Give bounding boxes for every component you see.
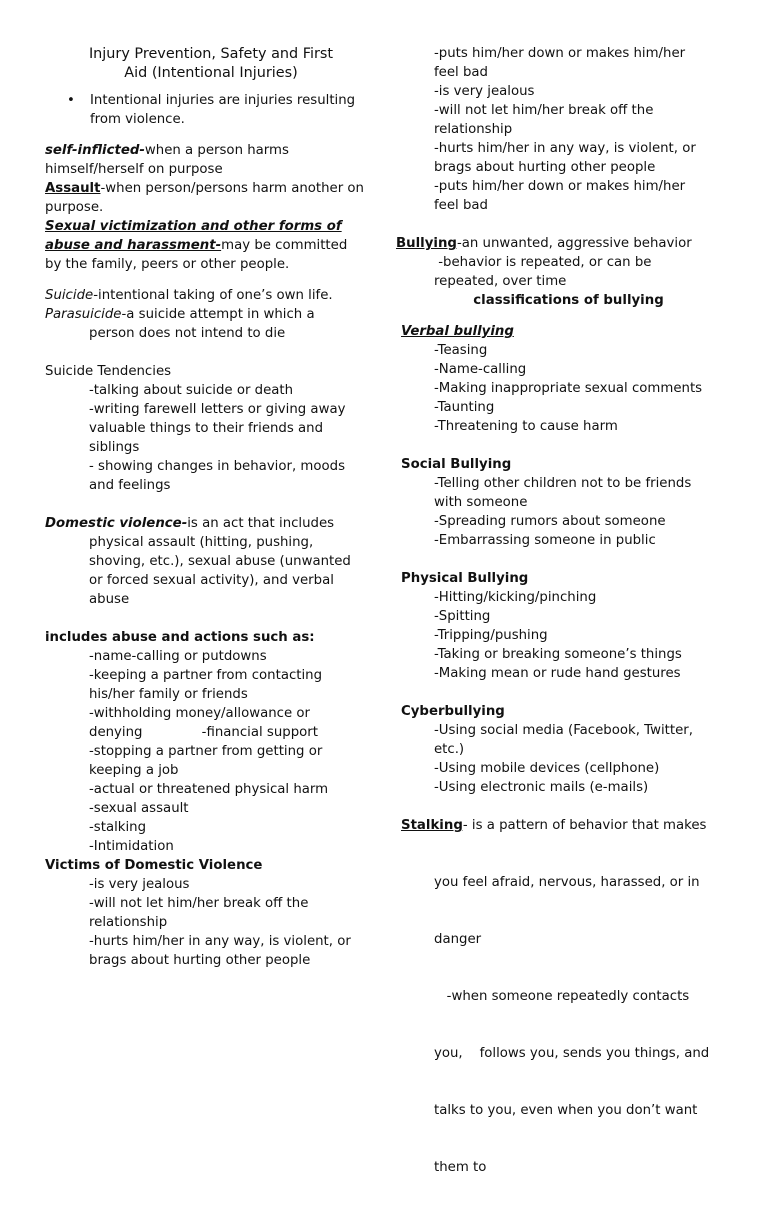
cyberbullying-heading: Cyberbullying [401,704,505,719]
victims-list [45,875,377,970]
list-item: -name-calling or putdowns [89,649,267,664]
list-item: feel bad [434,65,488,80]
list-item: danger [434,932,482,947]
self-inflicted-term: self-inflicted- [45,143,145,158]
suicide-tendencies-list [45,381,377,495]
list-item: talks to you, even when you don’t want [434,1103,698,1118]
assault-def-1: -when person/persons harm another on [100,181,364,196]
list-item: his/her family or friends [89,687,248,702]
suicide-term: Suicide [45,288,94,303]
physical-bullying-heading: Physical Bullying [401,571,529,586]
list-item: brags about hurting other people [89,953,311,968]
list-item: denying -financial support [89,725,318,740]
self-inflicted-def-1: when a person harms [144,143,289,158]
victims-heading: Victims of Domestic Violence [45,858,263,873]
suicide-tendencies-heading: Suicide Tendencies [45,364,172,379]
list-item: -Threatening to cause harm [434,419,618,434]
parasuicide-term: Parasuicide [45,307,122,322]
stalking-def-1: - is a pattern of behavior that makes [462,818,707,833]
parasuicide-paragraph [45,305,377,324]
list-item: -Teasing [434,343,488,358]
list-item: -Using electronic mails (e-mails) [434,780,649,795]
list-item: -actual or threatened physical harm [89,782,329,797]
list-item: with someone [434,495,528,510]
domestic-violence-def [45,533,377,609]
list-item: -Embarrassing someone in public [434,533,656,548]
list-item: relationship [434,122,513,137]
list-item: -Making mean or rude hand gestures [434,666,681,681]
list-item: -will not let him/her break off the [434,103,654,118]
social-bullying-list [396,474,741,550]
domestic-violence-def-1: is an act that includes [187,516,335,531]
bullying-def-3: repeated, over time [434,274,567,289]
list-item: keeping a job [89,763,179,778]
list-item: -stopping a partner from getting or [89,744,323,759]
list-item: -Taunting [434,400,495,415]
sexual-def-2: by the family, peers or other people. [45,257,290,272]
list-item: -puts him/her down or makes him/her [434,46,686,61]
list-item: -sexual assault [89,801,189,816]
page-title [45,45,377,83]
list-item: you, follows you, sends you things, and [434,1046,710,1061]
self-inflicted-def-2: himself/herself on purpose [45,162,223,177]
list-item: brags about hurting other people [434,160,656,175]
bullet-icon: • [67,93,75,108]
list-item: abuse [89,592,130,607]
list-item: -stalking [89,820,147,835]
list-item: -talking about suicide or death [89,383,294,398]
list-item: - showing changes in behavior, moods [89,459,346,474]
list-item: and feelings [89,478,171,493]
includes-list [45,647,377,856]
left-column [45,0,377,970]
list-item: -puts him/her down or makes him/her [434,179,686,194]
title-line-2: Aid (Intentional Injuries) [124,65,298,81]
list-item: -keeping a partner from contacting [89,668,323,683]
right-column [396,0,741,1215]
intro-text [90,91,355,129]
self-inflicted-paragraph [45,141,377,179]
intro-bullet [67,91,377,129]
list-item: -Telling other children not to be friends [434,476,692,491]
list-item: you feel afraid, nervous, harassed, or in [434,875,700,890]
list-item: siblings [89,440,140,455]
list-item: -hurts him/her in any way, is violent, or [434,141,696,156]
includes-heading: includes abuse and actions such as: [45,630,315,645]
list-item: -Intimidation [89,839,174,854]
list-item: -is very jealous [89,877,190,892]
domestic-violence-term: Domestic violence- [45,516,188,531]
sexual-term-1: Sexual victimization and other forms of [45,219,342,234]
list-item: -hurts him/her in any way, is violent, or [89,934,351,949]
list-item: etc.) [434,742,465,757]
intro-line-1: Intentional injuries are injuries resulting [90,93,356,108]
bullying-paragraph [396,234,741,253]
list-item: -Using social media (Facebook, Twitter, [434,723,693,738]
list-item: -Hitting/kicking/pinching [434,590,597,605]
cyberbullying-list [396,721,741,797]
list-item: -Spitting [434,609,491,624]
physical-bullying-list [396,588,741,683]
sexual-def-1: may be committed [221,238,348,253]
list-item: feel bad [434,198,488,213]
verbal-bullying-list [396,341,741,436]
social-bullying-heading: Social Bullying [401,457,512,472]
list-item: physical assault (hitting, pushing, [89,535,314,550]
list-item: -Taking or breaking someone’s things [434,647,682,662]
suicide-def: -intentional taking of one’s own life. [93,288,333,303]
list-item: -will not let him/her break off the [89,896,309,911]
list-item: -Making inappropriate sexual comments [434,381,703,396]
list-item: them to [434,1160,487,1175]
list-item: valuable things to their friends and [89,421,324,436]
list-item: or forced sexual activity), and verbal [89,573,334,588]
parasuicide-def-1: -a suicide attempt in which a [121,307,315,322]
domestic-violence-paragraph [45,514,377,533]
assault-paragraph [45,179,377,217]
list-item: -Using mobile devices (cellphone) [434,761,660,776]
victims-continued-list [396,44,741,215]
bullying-def-1: -an unwanted, aggressive behavior [456,236,692,251]
sexual-term-2: abuse and harassment- [45,238,222,253]
verbal-bullying-heading: Verbal bullying [401,324,514,339]
list-item: -Name-calling [434,362,527,377]
list-item: shoving, etc.), sexual abuse (unwanted [89,554,351,569]
list-item: relationship [89,915,168,930]
stalking-term: Stalking [401,818,463,833]
list-item: -Spreading rumors about someone [434,514,666,529]
list-item: -is very jealous [434,84,535,99]
parasuicide-def-2: person does not intend to die [89,326,286,341]
classifications-heading: classifications of bullying [473,293,664,308]
suicide-paragraph [45,286,377,305]
intro-line-2: from violence. [90,112,185,127]
list-item: -Tripping/pushing [434,628,548,643]
title-line-1: Injury Prevention, Safety and First [88,46,334,62]
assault-term: Assault [45,181,101,196]
assault-def-2: purpose. [45,200,104,215]
list-item: -withholding money/allowance or [89,706,310,721]
stalking-paragraph [396,816,741,835]
list-item: -when someone repeatedly contacts [434,989,690,1004]
stalking-def [396,835,741,1215]
bullying-term: Bullying [396,236,457,251]
bullying-def-2: -behavior is repeated, or can be [434,255,652,270]
sexual-victimization-paragraph [45,217,377,274]
list-item: -writing farewell letters or giving away [89,402,346,417]
